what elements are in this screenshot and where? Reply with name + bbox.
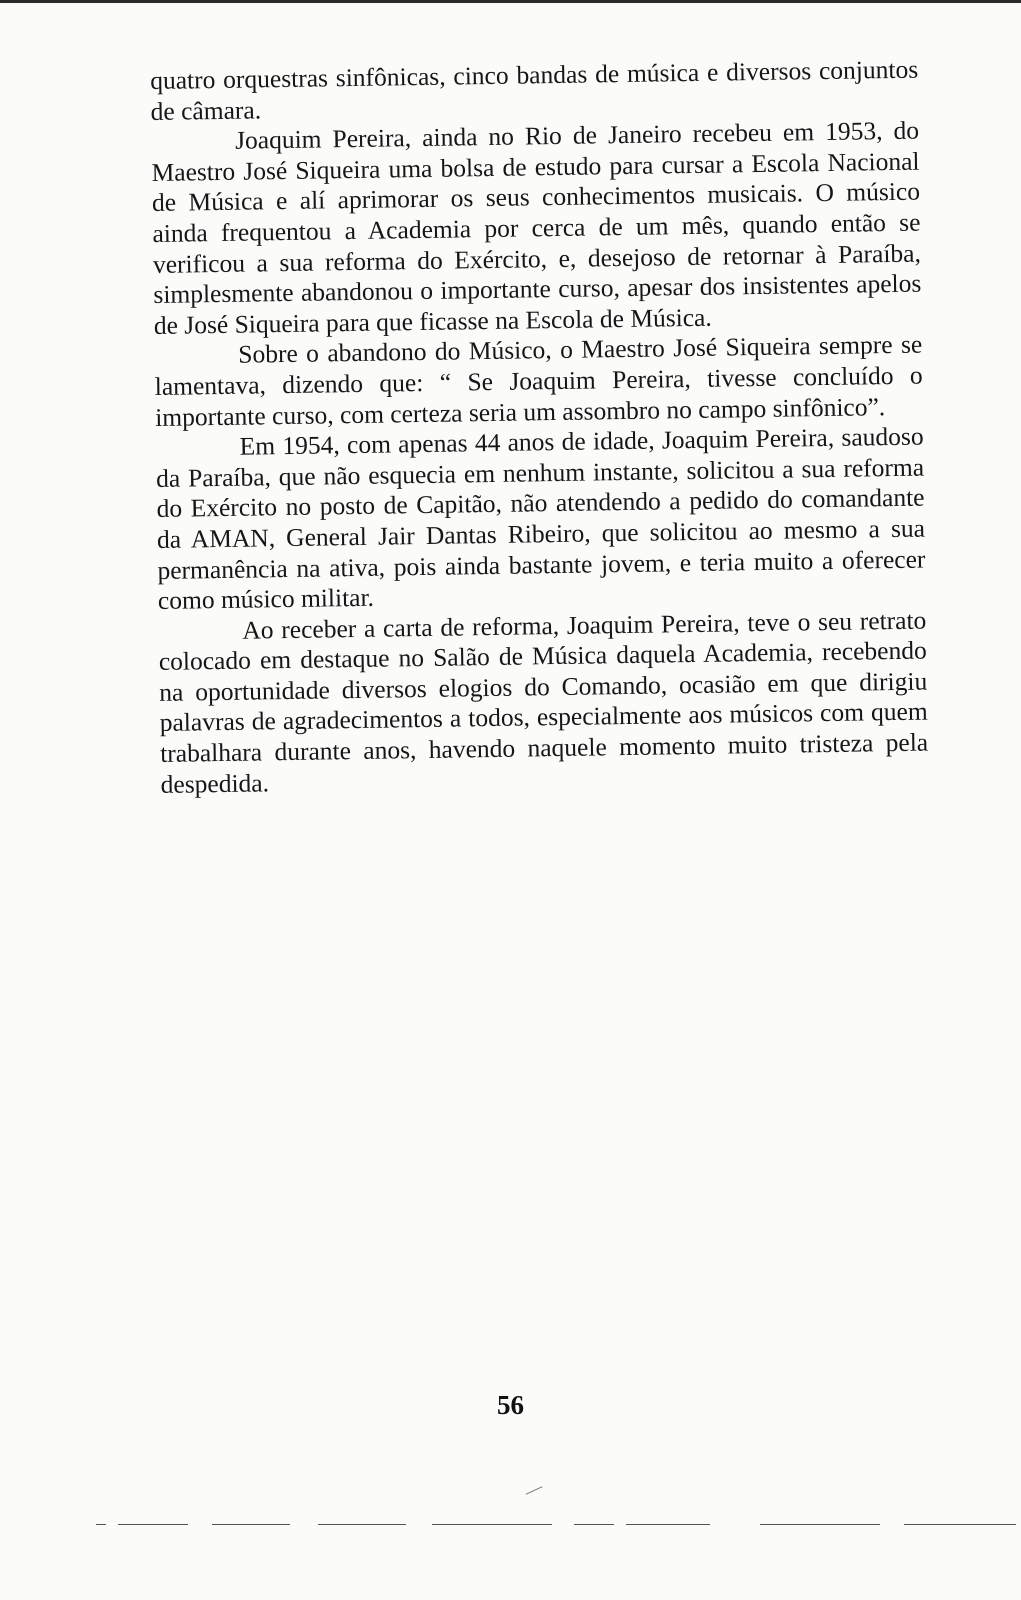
top-border-line — [0, 0, 1021, 3]
paragraph-reforma-1954: Em 1954, com apenas 44 anos de idade, Joaquim Pereira, saudoso da Paraíba, que não esquecia em nenhum instante, solicitou a sua reforma do Exército no posto de Capitão, não atendendo a pedido do comandante da AMAN, General Jair Dantas Ribeiro, que solicitou ao mesmo a sua permanência na ativa, pois ainda bastante jovem, e teria muito a oferecer como músico militar. — [155, 421, 926, 616]
scan-speck — [526, 1486, 543, 1495]
page-number: 56 — [497, 1390, 524, 1420]
paragraph-continuation: quatro orquestras sinfônicas, cinco bandas de música e diversos conjuntos de câmara. — [150, 54, 919, 126]
paragraph-bolsa-de-estudo: Joaquim Pereira, ainda no Rio de Janeiro recebeu em 1953, do Maestro José Siqueira uma bolsa de estudo para cursar a Escola Nacional de Música e alí aprimorar os seus conhecimentos musicais. O músico ainda frequentou a Academia por cerca de um mês, quando então se verificou a sua reforma do Exército, e, desejoso de retornar à Paraíba, simplesmente abandonou o importante curso, apesar dos insistentes apelos de José Siqueira para que ficasse na Escola de Música. — [151, 115, 922, 340]
body-text — [150, 55, 929, 801]
scan-bottom-edge — [96, 1524, 1016, 1526]
paragraph-carta-de-reforma: Ao receber a carta de reforma, Joaquim Pereira, teve o seu retrato colocado em destaque no Salão de Música daquela Academia, recebendo na oportunidade diversos elogios do Comando, ocasião em que dirigiu palavras de agradecimentos a todos, especialmente aos músicos com quem trabalhara durante anos, havendo naquele momento muito tristeza pela despedida. — [158, 605, 929, 799]
paragraph-abandono: Sobre o abandono do Músico, o Maestro José Siqueira sempre se lamentava, dizendo que: “ Se Joaquim Pereira, tivesse concluído o importante curso, com certeza seria um assombro no campo sinfônico”. — [154, 329, 923, 432]
